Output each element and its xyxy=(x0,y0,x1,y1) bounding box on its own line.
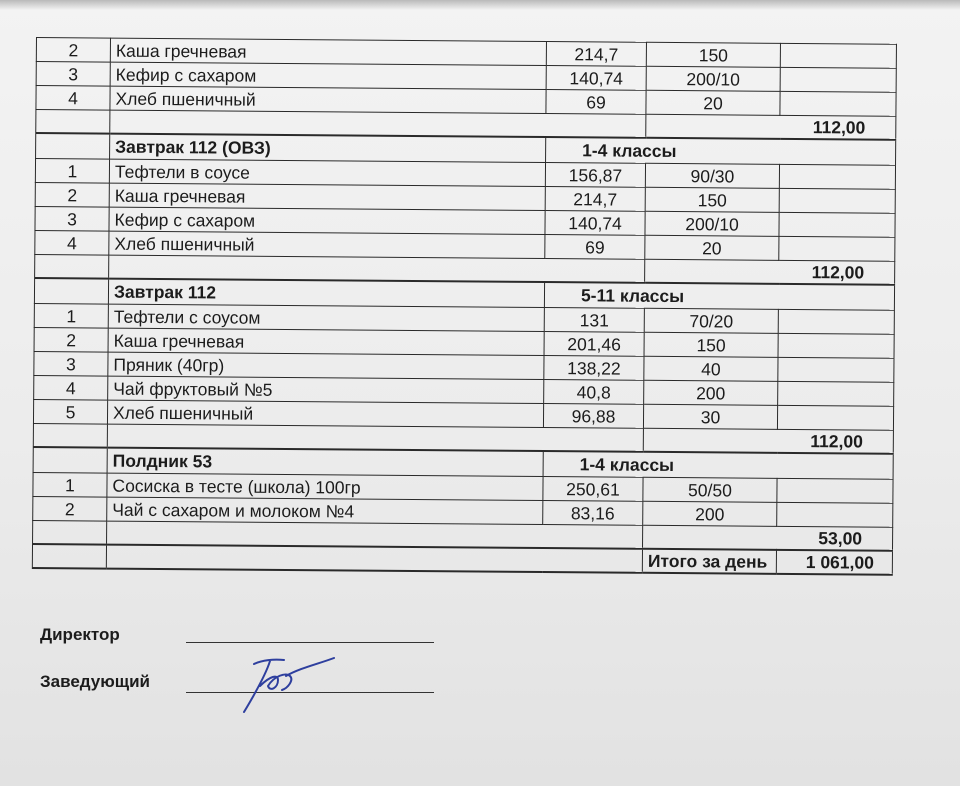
empty-cell xyxy=(34,278,108,304)
empty-cell xyxy=(36,110,110,134)
item-price: 131 xyxy=(544,308,644,333)
item-number: 5 xyxy=(33,399,107,424)
subtotal-amount: 53,00 xyxy=(642,525,892,550)
item-weight: 150 xyxy=(644,332,778,357)
page-edge-shadow xyxy=(0,0,960,10)
item-number: 2 xyxy=(35,182,109,207)
meal-title: Завтрак 112 (ОВЗ) xyxy=(110,134,546,163)
item-extra-cell xyxy=(780,67,896,92)
subtotal-amount: 112,00 xyxy=(645,259,895,284)
item-name: Чай с сахаром и молоком №4 xyxy=(107,497,543,524)
item-name: Кефир с сахаром xyxy=(110,62,546,89)
item-name: Хлеб пшеничный xyxy=(107,400,543,427)
item-weight: 30 xyxy=(643,404,777,429)
item-price: 201,46 xyxy=(544,332,644,357)
empty-cell xyxy=(33,423,107,447)
item-price: 138,22 xyxy=(544,355,644,380)
empty-cell xyxy=(33,447,107,473)
item-name: Пряник (40гр) xyxy=(108,352,544,379)
item-weight: 150 xyxy=(646,42,780,67)
item-name: Каша гречневая xyxy=(108,328,544,355)
item-price: 214,7 xyxy=(546,42,646,67)
item-price: 140,74 xyxy=(545,211,645,236)
item-extra-cell xyxy=(778,333,894,358)
item-weight: 20 xyxy=(646,90,780,115)
item-extra-cell xyxy=(779,188,895,213)
empty-cell xyxy=(33,520,107,544)
item-name: Каша гречневая xyxy=(109,183,545,210)
meal-title: Полдник 53 xyxy=(107,448,543,477)
subtotal-amount: 112,00 xyxy=(643,428,893,453)
item-name: Тефтели в соусе xyxy=(109,159,545,186)
meal-grade: 1-4 классы xyxy=(546,137,896,165)
item-name: Хлеб пшеничный xyxy=(109,231,545,258)
meal-grade: 1-4 классы xyxy=(543,451,893,479)
item-extra-cell xyxy=(777,405,893,430)
item-extra-cell xyxy=(780,43,896,68)
item-number: 4 xyxy=(36,86,110,111)
item-weight: 150 xyxy=(645,187,779,212)
empty-cell xyxy=(36,133,110,159)
item-weight: 90/30 xyxy=(645,163,779,188)
item-extra-cell xyxy=(777,502,893,527)
item-weight: 50/50 xyxy=(643,477,777,502)
director-label: Директор xyxy=(40,625,120,644)
item-weight: 200/10 xyxy=(645,211,779,236)
meal-title: Завтрак 112 xyxy=(108,279,544,308)
item-name: Чай фруктовый №5 xyxy=(108,376,544,403)
item-number: 2 xyxy=(34,327,108,352)
item-number: 4 xyxy=(35,230,109,255)
subtotal-amount: 112,00 xyxy=(646,114,896,139)
item-extra-cell xyxy=(779,236,895,261)
empty-cell xyxy=(35,254,109,278)
item-number: 1 xyxy=(34,303,108,328)
menu-table xyxy=(32,37,897,576)
item-weight: 200 xyxy=(643,501,777,526)
menu-table-body xyxy=(32,38,896,575)
item-weight: 200/10 xyxy=(646,66,780,91)
director-signature-line xyxy=(186,642,434,643)
item-number: 3 xyxy=(36,62,110,87)
item-price: 156,87 xyxy=(545,163,645,188)
item-number: 3 xyxy=(35,206,109,231)
item-price: 250,61 xyxy=(543,476,643,501)
item-extra-cell xyxy=(778,357,894,382)
meal-grade: 5-11 классы xyxy=(544,282,894,310)
manager-label: Заведующий xyxy=(40,672,151,691)
item-price: 83,16 xyxy=(543,500,643,525)
item-weight: 20 xyxy=(645,235,779,260)
item-weight: 200 xyxy=(644,380,778,405)
item-number: 3 xyxy=(34,351,108,376)
item-extra-cell xyxy=(779,164,895,189)
item-extra-cell xyxy=(777,478,893,503)
empty-cell xyxy=(106,545,642,573)
item-price: 96,88 xyxy=(543,403,643,428)
day-total-amount: 1 061,00 xyxy=(776,550,892,575)
item-price: 40,8 xyxy=(544,379,644,404)
item-number: 1 xyxy=(33,472,107,497)
item-number: 2 xyxy=(36,38,110,63)
item-name: Тефтели с соусом xyxy=(108,304,544,331)
item-price: 69 xyxy=(545,235,645,260)
item-price: 214,7 xyxy=(545,187,645,212)
item-number: 2 xyxy=(33,496,107,521)
item-weight: 70/20 xyxy=(644,308,778,333)
item-extra-cell xyxy=(779,212,895,237)
handwritten-signature xyxy=(230,650,340,720)
item-extra-cell xyxy=(780,91,896,116)
day-total-label: Итого за день xyxy=(642,549,776,574)
item-weight: 40 xyxy=(644,356,778,381)
item-extra-cell xyxy=(778,309,894,334)
item-price: 140,74 xyxy=(546,66,646,91)
item-name: Сосиска в тесте (школа) 100гр xyxy=(107,473,543,500)
item-extra-cell xyxy=(778,381,894,406)
item-name: Каша гречневая xyxy=(110,38,546,65)
item-name: Кефир с сахаром xyxy=(109,207,545,234)
item-price: 69 xyxy=(546,90,646,115)
item-name: Хлеб пшеничный xyxy=(110,86,546,113)
item-number: 4 xyxy=(34,375,108,400)
empty-cell xyxy=(32,544,106,569)
item-number: 1 xyxy=(35,159,109,184)
